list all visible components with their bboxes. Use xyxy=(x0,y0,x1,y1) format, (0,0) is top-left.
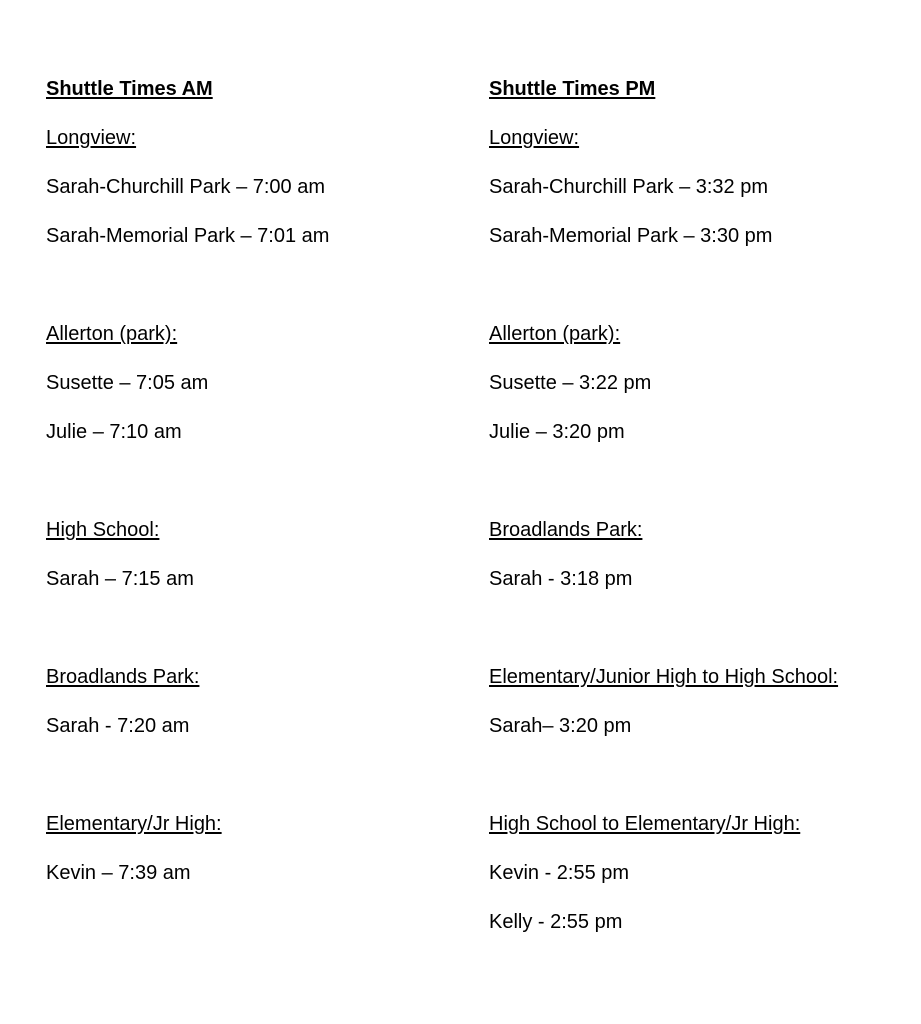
am-elementary-stop: Kevin – 7:39 am xyxy=(46,862,191,884)
am-allerton-stop: Julie – 7:10 am xyxy=(46,421,182,443)
am-elementary-heading: Elementary/Jr High: xyxy=(46,813,222,835)
pm-allerton-stop: Julie – 3:20 pm xyxy=(489,421,625,443)
pm-elem-to-hs-stop: Sarah– 3:20 pm xyxy=(489,715,632,737)
pm-longview-stop: Sarah-Churchill Park – 3:32 pm xyxy=(489,176,769,198)
am-allerton-stop: Susette – 7:05 am xyxy=(46,372,209,394)
pm-column xyxy=(489,0,919,1024)
am-high-school-stop: Sarah – 7:15 am xyxy=(46,568,194,590)
pm-broadlands-heading: Broadlands Park: xyxy=(489,519,643,541)
pm-hs-to-elem-heading: High School to Elementary/Jr High: xyxy=(489,813,801,835)
pm-allerton-stop: Susette – 3:22 pm xyxy=(489,372,652,394)
pm-broadlands-stop: Sarah - 3:18 pm xyxy=(489,568,633,590)
am-broadlands-heading: Broadlands Park: xyxy=(46,666,200,688)
am-broadlands-stop: Sarah - 7:20 am xyxy=(46,715,190,737)
pm-title: Shuttle Times PM xyxy=(489,78,656,100)
pm-longview-stop: Sarah-Memorial Park – 3:30 pm xyxy=(489,225,773,247)
pm-allerton-heading: Allerton (park): xyxy=(489,323,621,345)
am-longview-stop: Sarah-Memorial Park – 7:01 am xyxy=(46,225,330,247)
pm-hs-to-elem-stop: Kelly - 2:55 pm xyxy=(489,911,623,933)
pm-hs-to-elem-stop: Kevin - 2:55 pm xyxy=(489,862,630,884)
am-allerton-heading: Allerton (park): xyxy=(46,323,178,345)
am-column xyxy=(46,0,476,1024)
am-high-school-heading: High School: xyxy=(46,519,160,541)
pm-elem-to-hs-heading: Elementary/Junior High to High School: xyxy=(489,666,839,688)
am-title: Shuttle Times AM xyxy=(46,78,213,100)
am-longview-heading: Longview: xyxy=(46,127,137,149)
pm-longview-heading: Longview: xyxy=(489,127,580,149)
am-longview-stop: Sarah-Churchill Park – 7:00 am xyxy=(46,176,326,198)
